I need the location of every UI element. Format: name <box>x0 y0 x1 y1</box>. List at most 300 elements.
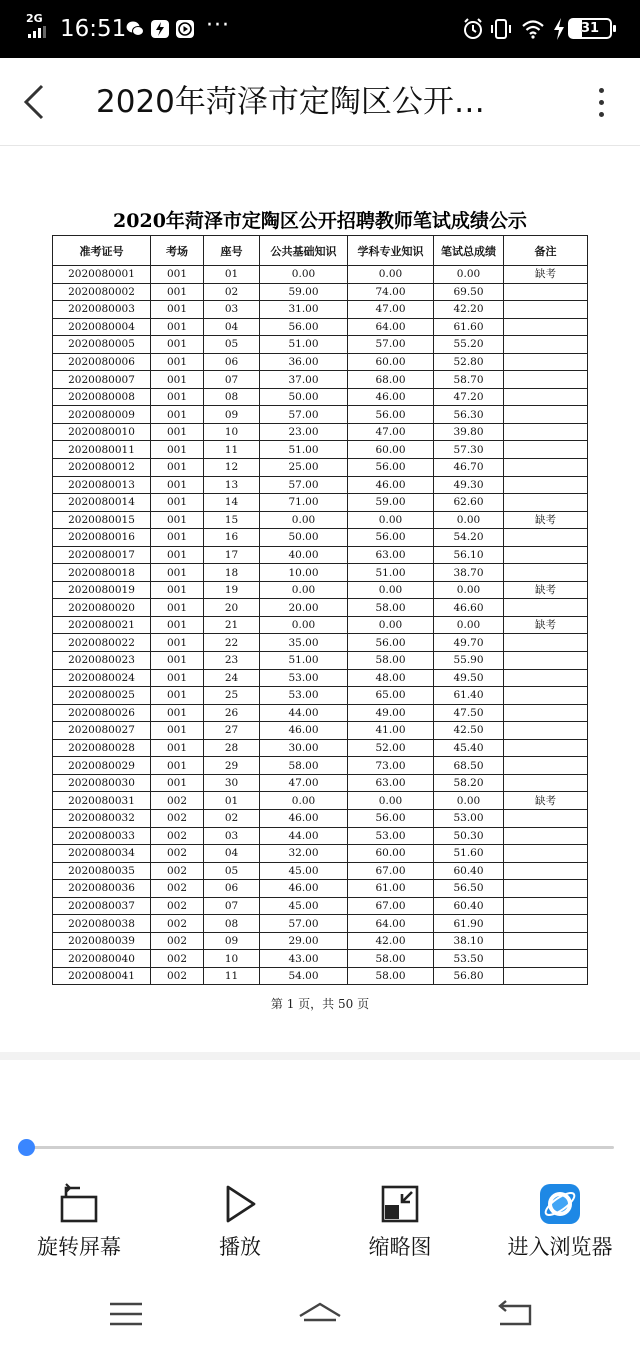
table-cell: 缺考 <box>504 581 588 599</box>
table-row <box>53 862 588 880</box>
table-cell: 001 <box>151 616 204 634</box>
column-header: 笔试总成绩 <box>434 236 504 266</box>
table-cell: 002 <box>151 967 204 985</box>
table-cell: 11 <box>204 441 260 459</box>
table-row <box>53 476 588 494</box>
slider-thumb[interactable] <box>18 1139 35 1156</box>
table-cell: 58.00 <box>260 757 348 775</box>
table-cell: 36.00 <box>260 353 348 371</box>
table-cell: 37.00 <box>260 371 348 389</box>
table-cell: 001 <box>151 529 204 547</box>
thumbnail-button[interactable] <box>325 1175 475 1271</box>
table-cell: 58.20 <box>434 774 504 792</box>
table-cell: 002 <box>151 792 204 810</box>
table-cell <box>504 634 588 652</box>
table-cell: 002 <box>151 950 204 968</box>
table-cell: 2020080017 <box>53 546 151 564</box>
table-cell <box>504 669 588 687</box>
play-app-icon <box>176 20 194 38</box>
table-cell: 001 <box>151 722 204 740</box>
table-cell <box>504 318 588 336</box>
more-notifications-icon: ··· <box>206 13 230 38</box>
table-cell: 20 <box>204 599 260 617</box>
menu-nav-icon[interactable] <box>96 1296 156 1332</box>
table-cell: 08 <box>204 915 260 933</box>
table-cell: 05 <box>204 336 260 354</box>
table-cell: 2020080041 <box>53 967 151 985</box>
document-title: 2020年菏泽市定陶区公开… <box>96 84 485 120</box>
wifi-icon <box>522 16 544 42</box>
table-cell: 47.00 <box>260 774 348 792</box>
table-cell: 13 <box>204 476 260 494</box>
table-cell: 0.00 <box>260 266 348 284</box>
table-cell: 23 <box>204 652 260 670</box>
table-row <box>53 967 588 985</box>
table-cell: 56.00 <box>348 634 434 652</box>
table-cell: 001 <box>151 283 204 301</box>
table-cell: 23.00 <box>260 423 348 441</box>
table-cell: 53.00 <box>260 669 348 687</box>
table-row <box>53 494 588 512</box>
table-cell: 47.00 <box>348 301 434 319</box>
table-cell: 55.90 <box>434 652 504 670</box>
table-cell: 56.00 <box>260 318 348 336</box>
table-cell: 07 <box>204 371 260 389</box>
table-cell: 2020080027 <box>53 722 151 740</box>
table-cell: 04 <box>204 318 260 336</box>
table-cell: 2020080035 <box>53 862 151 880</box>
table-cell: 46.00 <box>348 476 434 494</box>
table-cell: 0.00 <box>348 266 434 284</box>
table-cell: 22 <box>204 634 260 652</box>
column-header: 备注 <box>504 236 588 266</box>
table-cell: 25.00 <box>260 459 348 477</box>
table-cell: 54.00 <box>260 967 348 985</box>
table-row <box>53 616 588 634</box>
table-cell <box>504 371 588 389</box>
table-cell: 0.00 <box>434 266 504 284</box>
flash-app-icon <box>151 20 169 38</box>
table-cell: 38.70 <box>434 564 504 582</box>
table-cell: 0.00 <box>348 581 434 599</box>
table-row <box>53 459 588 477</box>
table-row <box>53 722 588 740</box>
table-cell <box>504 423 588 441</box>
table-cell: 57.00 <box>260 476 348 494</box>
table-cell: 2020080028 <box>53 739 151 757</box>
rotate-screen-label: 旋转屏幕 <box>37 1235 121 1259</box>
table-row <box>53 652 588 670</box>
system-nav-bar <box>0 1280 640 1351</box>
table-cell: 46.00 <box>348 388 434 406</box>
table-cell: 56.00 <box>348 406 434 424</box>
table-cell: 2020080036 <box>53 880 151 898</box>
table-cell <box>504 774 588 792</box>
table-cell: 53.00 <box>348 827 434 845</box>
table-cell: 58.00 <box>348 652 434 670</box>
table-cell: 05 <box>204 862 260 880</box>
table-cell: 54.20 <box>434 529 504 547</box>
table-cell <box>504 932 588 950</box>
table-row <box>53 406 588 424</box>
table-cell: 58.00 <box>348 950 434 968</box>
table-cell: 2020080019 <box>53 581 151 599</box>
table-cell: 2020080016 <box>53 529 151 547</box>
table-cell: 0.00 <box>434 616 504 634</box>
table-cell: 2020080015 <box>53 511 151 529</box>
table-cell: 45.40 <box>434 739 504 757</box>
table-cell: 002 <box>151 862 204 880</box>
table-cell: 56.10 <box>434 546 504 564</box>
table-cell: 12 <box>204 459 260 477</box>
table-cell <box>504 564 588 582</box>
alarm-icon <box>462 16 484 42</box>
back-icon[interactable] <box>14 78 60 126</box>
table-cell: 62.60 <box>434 494 504 512</box>
table-cell <box>504 704 588 722</box>
table-cell <box>504 599 588 617</box>
table-cell: 25 <box>204 687 260 705</box>
table-cell: 001 <box>151 687 204 705</box>
signal-icon <box>28 26 52 38</box>
table-cell: 001 <box>151 441 204 459</box>
table-cell: 001 <box>151 564 204 582</box>
table-cell: 47.00 <box>348 423 434 441</box>
table-cell: 46.70 <box>434 459 504 477</box>
table-cell: 74.00 <box>348 283 434 301</box>
page-slider[interactable] <box>18 1137 618 1157</box>
table-cell: 2020080001 <box>53 266 151 284</box>
slider-track[interactable] <box>26 1146 614 1149</box>
table-row <box>53 792 588 810</box>
table-cell: 42.20 <box>434 301 504 319</box>
table-cell <box>504 459 588 477</box>
table-cell: 001 <box>151 459 204 477</box>
table-cell: 10 <box>204 950 260 968</box>
table-cell: 2020080021 <box>53 616 151 634</box>
open-browser-button[interactable] <box>485 1175 635 1271</box>
table-cell: 50.00 <box>260 529 348 547</box>
table-cell: 0.00 <box>260 511 348 529</box>
table-cell: 001 <box>151 266 204 284</box>
table-row <box>53 897 588 915</box>
table-row <box>53 266 588 284</box>
table-cell: 2020080003 <box>53 301 151 319</box>
table-cell: 2020080039 <box>53 932 151 950</box>
rotate-screen-icon <box>58 1183 100 1225</box>
table-cell: 2020080018 <box>53 564 151 582</box>
table-row <box>53 687 588 705</box>
table-cell: 2020080020 <box>53 599 151 617</box>
charging-icon <box>552 16 566 42</box>
table-header-row <box>53 236 588 266</box>
app-bar <box>0 58 640 146</box>
table-cell: 63.00 <box>348 546 434 564</box>
table-cell: 002 <box>151 809 204 827</box>
table-cell: 03 <box>204 827 260 845</box>
table-row <box>53 353 588 371</box>
table-cell: 59.00 <box>348 494 434 512</box>
table-cell: 缺考 <box>504 792 588 810</box>
table-cell <box>504 722 588 740</box>
table-cell: 38.10 <box>434 932 504 950</box>
back-nav-icon[interactable] <box>484 1296 544 1332</box>
table-cell: 55.20 <box>434 336 504 354</box>
table-row <box>53 809 588 827</box>
table-cell: 46.60 <box>434 599 504 617</box>
table-cell: 56.00 <box>348 809 434 827</box>
table-cell: 2020080031 <box>53 792 151 810</box>
table-cell: 06 <box>204 880 260 898</box>
open-browser-label: 进入浏览器 <box>507 1235 613 1259</box>
table-cell: 56.00 <box>348 459 434 477</box>
table-cell: 60.00 <box>348 441 434 459</box>
table-cell: 2020080009 <box>53 406 151 424</box>
table-cell: 001 <box>151 546 204 564</box>
table-cell: 001 <box>151 371 204 389</box>
table-row <box>53 371 588 389</box>
table-cell: 53.00 <box>260 687 348 705</box>
table-cell: 0.00 <box>348 511 434 529</box>
table-row <box>53 950 588 968</box>
table-cell <box>504 809 588 827</box>
rotate-screen-button[interactable] <box>4 1175 154 1271</box>
table-cell: 61.90 <box>434 915 504 933</box>
table-cell: 56.80 <box>434 967 504 985</box>
table-cell: 缺考 <box>504 511 588 529</box>
table-cell <box>504 546 588 564</box>
table-cell: 001 <box>151 739 204 757</box>
table-cell: 2020080005 <box>53 336 151 354</box>
table-cell <box>504 652 588 670</box>
battery-icon <box>568 18 612 39</box>
table-cell: 61.00 <box>348 880 434 898</box>
table-cell: 2020080024 <box>53 669 151 687</box>
table-cell: 60.40 <box>434 897 504 915</box>
table-cell: 52.80 <box>434 353 504 371</box>
table-cell: 49.30 <box>434 476 504 494</box>
table-cell: 51.00 <box>260 652 348 670</box>
table-cell: 2020080014 <box>53 494 151 512</box>
more-menu-icon[interactable] <box>588 82 616 122</box>
table-cell: 42.00 <box>348 932 434 950</box>
table-cell: 0.00 <box>434 792 504 810</box>
table-cell <box>504 441 588 459</box>
table-cell: 39.80 <box>434 423 504 441</box>
table-row <box>53 880 588 898</box>
table-cell: 03 <box>204 301 260 319</box>
table-cell: 0.00 <box>260 616 348 634</box>
table-cell: 59.00 <box>260 283 348 301</box>
table-cell: 001 <box>151 388 204 406</box>
table-cell: 28 <box>204 739 260 757</box>
table-body <box>53 266 588 985</box>
table-cell: 44.00 <box>260 704 348 722</box>
column-header: 公共基础知识 <box>260 236 348 266</box>
table-cell <box>504 897 588 915</box>
table-cell: 2020080038 <box>53 915 151 933</box>
table-cell: 缺考 <box>504 616 588 634</box>
table-cell: 58.70 <box>434 371 504 389</box>
table-cell: 2020080029 <box>53 757 151 775</box>
table-row <box>53 336 588 354</box>
table-cell: 58.00 <box>348 967 434 985</box>
table-cell: 08 <box>204 388 260 406</box>
table-cell <box>504 388 588 406</box>
table-cell: 31.00 <box>260 301 348 319</box>
battery-percent: 31 <box>580 21 600 36</box>
table-row <box>53 388 588 406</box>
table-cell <box>504 353 588 371</box>
table-cell: 60.00 <box>348 353 434 371</box>
table-cell: 0.00 <box>260 581 348 599</box>
clock: 16:51 <box>60 16 127 42</box>
table-cell: 35.00 <box>260 634 348 652</box>
table-row <box>53 441 588 459</box>
status-bar <box>0 0 640 58</box>
table-cell: 46.00 <box>260 722 348 740</box>
table-cell: 60.40 <box>434 862 504 880</box>
table-cell: 41.00 <box>348 722 434 740</box>
table-cell: 001 <box>151 494 204 512</box>
table-cell: 10.00 <box>260 564 348 582</box>
table-cell: 001 <box>151 423 204 441</box>
document-viewer[interactable] <box>0 147 640 1052</box>
table-row <box>53 739 588 757</box>
table-cell: 11 <box>204 967 260 985</box>
table-cell <box>504 739 588 757</box>
table-cell: 2020080032 <box>53 809 151 827</box>
table-cell <box>504 687 588 705</box>
table-cell <box>504 862 588 880</box>
table-cell: 16 <box>204 529 260 547</box>
table-cell: 51.00 <box>348 564 434 582</box>
table-cell: 07 <box>204 897 260 915</box>
table-cell: 2020080013 <box>53 476 151 494</box>
table-cell: 45.00 <box>260 862 348 880</box>
table-cell: 61.60 <box>434 318 504 336</box>
table-cell: 46.00 <box>260 880 348 898</box>
table-cell: 002 <box>151 897 204 915</box>
table-cell: 40.00 <box>260 546 348 564</box>
table-cell: 51.00 <box>260 336 348 354</box>
table-cell: 64.00 <box>348 915 434 933</box>
table-cell: 2020080002 <box>53 283 151 301</box>
table-row <box>53 704 588 722</box>
table-row <box>53 529 588 547</box>
play-label: 播放 <box>219 1235 261 1259</box>
table-row <box>53 581 588 599</box>
table-cell: 0.00 <box>348 792 434 810</box>
page-indicator: 第 1 页，共 50 页 <box>270 997 370 1011</box>
browser-icon <box>539 1183 581 1225</box>
table-cell: 2020080030 <box>53 774 151 792</box>
column-header: 座号 <box>204 236 260 266</box>
table-cell: 0.00 <box>434 511 504 529</box>
table-cell: 001 <box>151 634 204 652</box>
table-cell: 0.00 <box>260 792 348 810</box>
table-cell: 57.30 <box>434 441 504 459</box>
table-cell: 2020080011 <box>53 441 151 459</box>
table-cell: 0.00 <box>348 616 434 634</box>
table-cell: 42.50 <box>434 722 504 740</box>
table-cell: 47.50 <box>434 704 504 722</box>
table-cell: 47.20 <box>434 388 504 406</box>
table-cell: 2020080007 <box>53 371 151 389</box>
table-cell: 63.00 <box>348 774 434 792</box>
table-row <box>53 301 588 319</box>
home-nav-icon[interactable] <box>290 1296 350 1332</box>
table-cell <box>504 827 588 845</box>
table-cell: 002 <box>151 932 204 950</box>
table-cell: 002 <box>151 880 204 898</box>
bottom-toolbar <box>0 1175 640 1275</box>
table-cell <box>504 283 588 301</box>
network-type: 2G <box>26 12 43 25</box>
table-cell: 001 <box>151 511 204 529</box>
table-cell: 001 <box>151 581 204 599</box>
play-button[interactable] <box>165 1175 315 1271</box>
table-cell: 2020080033 <box>53 827 151 845</box>
table-cell: 49.00 <box>348 704 434 722</box>
wechat-icon <box>126 20 144 38</box>
table-row <box>53 932 588 950</box>
table-cell: 缺考 <box>504 266 588 284</box>
table-cell: 19 <box>204 581 260 599</box>
table-cell <box>504 494 588 512</box>
table-cell: 50.30 <box>434 827 504 845</box>
table-cell: 46.00 <box>260 809 348 827</box>
table-cell: 56.00 <box>348 529 434 547</box>
column-header: 学科专业知识 <box>348 236 434 266</box>
table-cell: 29.00 <box>260 932 348 950</box>
table-row <box>53 318 588 336</box>
table-cell: 71.00 <box>260 494 348 512</box>
table-cell: 2020080022 <box>53 634 151 652</box>
table-cell: 53.00 <box>434 809 504 827</box>
table-cell: 09 <box>204 406 260 424</box>
table-cell <box>504 950 588 968</box>
table-cell: 73.00 <box>348 757 434 775</box>
table-row <box>53 669 588 687</box>
table-cell: 32.00 <box>260 845 348 863</box>
table-row <box>53 511 588 529</box>
table-cell: 001 <box>151 318 204 336</box>
table-cell: 2020080006 <box>53 353 151 371</box>
table-cell: 15 <box>204 511 260 529</box>
table-cell: 01 <box>204 792 260 810</box>
table-cell <box>504 967 588 985</box>
table-cell: 30 <box>204 774 260 792</box>
table-cell: 68.00 <box>348 371 434 389</box>
table-cell: 27 <box>204 722 260 740</box>
table-cell: 44.00 <box>260 827 348 845</box>
vibrate-icon <box>490 16 512 42</box>
table-row <box>53 564 588 582</box>
table-cell: 29 <box>204 757 260 775</box>
table-cell: 67.00 <box>348 897 434 915</box>
table-cell: 001 <box>151 704 204 722</box>
table-cell: 02 <box>204 809 260 827</box>
table-cell: 49.70 <box>434 634 504 652</box>
table-cell: 04 <box>204 845 260 863</box>
table-cell: 2020080026 <box>53 704 151 722</box>
table-cell: 45.00 <box>260 897 348 915</box>
table-cell: 60.00 <box>348 845 434 863</box>
table-row <box>53 283 588 301</box>
table-cell: 0.00 <box>434 581 504 599</box>
table-cell: 30.00 <box>260 739 348 757</box>
